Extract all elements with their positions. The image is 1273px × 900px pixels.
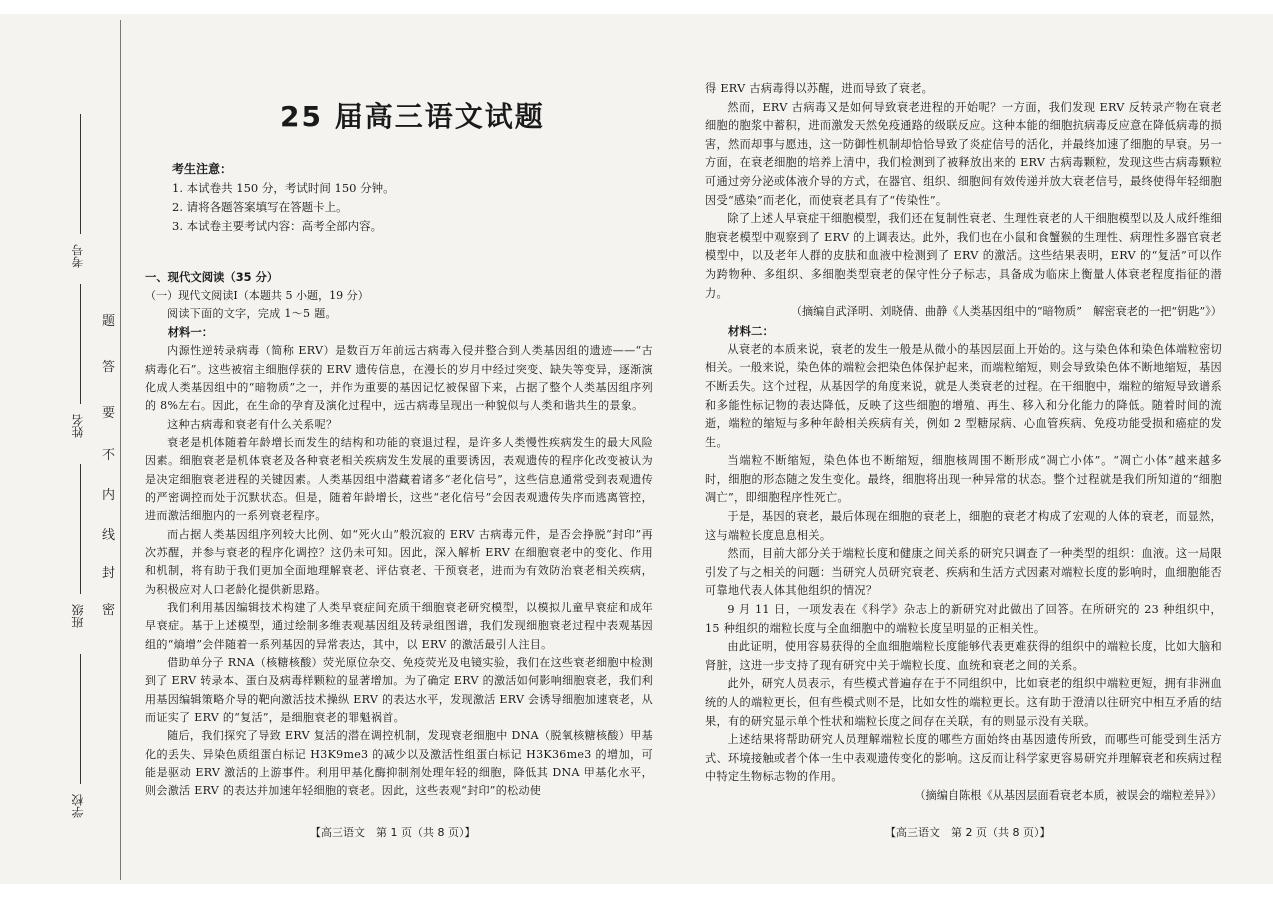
paragraph: 我们利用基因编辑技术构建了人类早衰症间充质干细胞衰老研究模型，以模拟儿童早衰症和成年早衰症。基于上述模型，通过绘制多维表观基因组及转录组图谱，我们发现细胞衰老过程中表观基因组的“熵增”会伴随着一系列基因的异常表达，其中，以 ERV 的激活最引人注目。 (145, 601, 653, 651)
paragraph: 当端粒不断缩短，染色体也不断缩短，细胞核周围不断形成“凋亡小体”。“凋亡小体”越来越多时，细胞的形态随之发生变化。最终，细胞将出现一种异常的状态。整个过程就是我们所知道的“细胞凋亡”，即细胞程序性死亡。 (705, 454, 1222, 505)
paragraph: 得 ERV 古病毒得以苏醒，进而导致了衰老。 (705, 82, 934, 95)
notice-item: 2. 请将各题答案填写在答题卡上。 (172, 200, 348, 214)
paragraph: 随后，我们探究了导致 ERV 复活的潜在调控机制，发现衰老细胞中 DNA（脱氧核糖核酸）甲基化的丢失、异染色质组蛋白标记 H3K9me3 的减少以及激活性组蛋白标记 H3K36me3 的增加，可能是驱动 ERV 激活的上游事件。利用甲基化酶抑制剂处理年轻的细胞，降低其 DNA 甲基化水平，则会激活 ERV 的表达并加速年轻细胞的衰老。因此，这些表观“封印”的松动使 (145, 729, 653, 798)
field-school (80, 654, 81, 784)
seal-char: 线 (102, 528, 116, 543)
field-name (80, 284, 81, 404)
paragraph: 由此证明，使用容易获得的全血细胞端粒长度能够代表更难获得的组织中的端粒长度，比如大脑和肾脏，这进一步支持了现有研究中关于端粒长度、血统和衰老之间的关系。 (705, 640, 1222, 672)
paragraph: 而占据人类基因组序列较大比例、如“死火山”般沉寂的 ERV 古病毒元件，是否会挣脱“封印”再次苏醒，并参与衰老的程序化调控？这仍未可知。因此，深入解析 ERV 在细胞衰老中的变化、作用和机制，将有助于我们更加全面地理解衰老、评估衰老、干预衰老，进而为有效防治衰老相关疾病，为积极应对人口老龄化提供新思路。 (145, 527, 653, 596)
exam-title: 25 届高三语文试题 (280, 100, 545, 133)
paragraph: 此外，研究人员表示，有些模式普遍存在于不同组织中，比如衰老的组织中端粒更短，拥有非洲血统的人的端粒更长，但有些模式则不是，比如女性的端粒更长。这有助于澄清以往研究中相互矛盾的结果，有的研究显示单个性状和端粒长度之间存在关联，有的则显示没有关联。 (705, 677, 1222, 728)
seal-char: 密 (102, 603, 116, 618)
source-citation: （摘编自陈根《从基因层面看衰老本质，被误会的端粒差异》） (914, 788, 1222, 802)
field-exam-number (80, 114, 81, 234)
seal-char: 答 (102, 360, 116, 375)
binding-rule (120, 20, 121, 880)
seal-char: 内 (102, 488, 116, 503)
paragraph: 借助单分子 RNA（核糖核酸）荧光原位杂交、免疫荧光及电镜实验，我们在这些衰老细胞中检测到了 ERV 转录本、蛋白及病毒样颗粒的显著增加。为了确定 ERV 的激活如何影响细胞衰老，我们利用基因编辑策略介导的靶向激活技术操纵 ERV 的表达水平，发现激活 ERV 会诱导细胞加速衰老，从而证实了 ERV 的“复活”，是细胞衰老的罪魁祸首。 (145, 656, 653, 725)
seal-char: 不 (102, 448, 116, 463)
field-class (80, 464, 81, 594)
binding-margin (0, 14, 122, 884)
paragraph: 这种古病毒和衰老有什么关系呢？ (167, 417, 338, 431)
paragraph: 于是，基因的衰老，最后体现在细胞的衰老上，细胞的衰老才构成了宏观的人体的衰老，而显然，这与端粒长度息息相关。 (705, 510, 1222, 542)
instruction: 阅读下面的文字，完成 1～5 题。 (167, 307, 337, 321)
page-footer-left: 【高三语文 第 1 页（共 8 页）】 (310, 826, 476, 839)
label-name: 姓名 (71, 414, 85, 438)
left-column (145, 268, 653, 801)
notice-item: 1. 本试卷共 150 分，考试时间 150 分钟。 (172, 181, 395, 195)
subsection-heading: （一）现代文阅读Ⅰ（本题共 5 小题，19 分） (145, 288, 369, 302)
page-footer-right: 【高三语文 第 2 页（共 8 页）】 (885, 826, 1051, 839)
paragraph: 然而，ERV 古病毒又是如何导致衰老进程的开始呢？一方面，我们发现 ERV 反转录产物在衰老细胞的胞浆中蓄积，进而激发天然免疫通路的级联反应。这种本能的细胞抗病毒反应意在降低病毒的损害，然而却事与愿违，这一防御性机制却恰恰导致了炎症信号的活化，并最终加速了细胞的早衰。另一方面，在衰老细胞的培养上清中，我们检测到了被释放出来的 ERV 古病毒颗粒，发现这些古病毒颗粒可通过旁分泌或体液介导的方式，在器官、组织、细胞间有效传递并放大衰老信号，最终使得年轻细胞因受“感染”而老化，而使衰老具有了“传染性”。 (705, 100, 1222, 207)
material1-label: 材料一： (167, 325, 214, 340)
paragraph: 衰老是机体随着年龄增长而发生的结构和功能的衰退过程，是许多人类慢性疾病发生的最大风险因素。细胞衰老是机体衰老及各种衰老相关疾病发生发展的重要诱因，表观遗传的程序化改变被认为是决定细胞衰老进程的关键因素。人类基因组中潜藏着诸多“老化信号”，这些信息通常受到表观遗传的严密调控而处于沉默状态。但是，随着年龄增长，这些“老化信号”会因表观遗传失序而逃离管控，进而激活细胞内的一系列衰老程序。 (145, 435, 653, 523)
notice-box (172, 160, 395, 236)
paragraph: 内源性逆转录病毒（简称 ERV）是数百万年前远古病毒入侵并整合到人类基因组的遗迹——“古病毒化石”。这些被宿主细胞俘获的 ERV 遗传信息，在漫长的岁月中经过突变、缺失等变异，逐渐演化成人类基因组中的“暗物质”之一，并作为重要的基因记忆被保留下来，占据了整个人类基因组序列的 8%左右。因此，在生命的孕育及演化过程中，远古病毒呈现出一种貌似与人类和谐共生的景象。 (145, 344, 653, 413)
paragraph: 上述结果将帮助研究人员理解端粒长度的哪些方面始终由基因遗传所致，而哪些可能受到生活方式、环境接触或者个体一生中表观遗传变化的影响。这反而让科学家更容易研究并理解衰老和疾病过程中特定生物标志物的作用。 (705, 733, 1222, 784)
label-class: 班级 (71, 604, 85, 628)
notice-heading: 考生注意： (172, 162, 233, 176)
material2-label: 材料二： (728, 323, 774, 338)
label-exam-number: 考号 (71, 244, 85, 268)
right-column (705, 80, 1222, 806)
notice-item: 3. 本试卷主要考试内容：高考全部内容。 (172, 219, 383, 233)
paragraph: 从衰老的本质来说，衰老的发生一般是从微小的基因层面上开始的。这与染色体和染色体端粒密切相关。一般来说，染色体的端粒会把染色体保护起来，而端粒缩短，则会导致染色体不断地缩短，基因不断丢失。这个过程，从基因学的角度来说，就是人类衰老的过程。在干细胞中，端粒的缩短导致谱系和多能性标记物的表达降低，反映了这些细胞的增殖、再生、移入和分化能力的降低。随着时间的流逝，端粒的缩短与多种年龄相关疾病有关，例如 2 型糖尿病、心血管疾病、免疫功能受损和癌症的发生。 (705, 342, 1222, 449)
label-school: 学校 (71, 794, 85, 818)
seal-char: 要 (102, 406, 116, 421)
paragraph: 9 月 11 日，一项发表在《科学》杂志上的新研究对此做出了回答。在所研究的 23 种组织中，15 种组织的端粒长度与全血细胞中的端粒长度呈明显的正相关性。 (705, 603, 1222, 635)
paragraph: 然而，目前大部分关于端粒长度和健康之间关系的研究只调查了一种类型的组织：血液。这一局限引发了与之相关的问题：当研究人员研究衰老、疾病和生活方式因素对端粒长度的影响时，血细胞能否可靠地代表人体其他组织的情况？ (705, 547, 1222, 598)
section-heading: 一、现代文阅读（35 分） (145, 270, 279, 284)
paragraph: 除了上述人早衰症干细胞模型，我们还在复制性衰老、生理性衰老的人干细胞模型以及人成纤维细胞衰老模型中观察到了 ERV 的上调表达。此外，我们也在小鼠和食蟹猴的生理性、病理性多器官衰老模型中，以及老年人群的皮肤和血液中检测到了 ERV 的激活。这些结果表明，ERV 的“复活”可以作为跨物种、多组织、多细胞类型衰老的保守性分子标志，具备成为临床上衡量人体衰老程度指征的潜力。 (705, 212, 1222, 300)
source-citation: （摘编自武泽明、刘晓倩、曲静《人类基因组中的“暗物质” 解密衰老的一把“钥匙”》） (790, 305, 1222, 319)
seal-char: 题 (102, 314, 116, 329)
seal-char: 封 (102, 566, 116, 581)
